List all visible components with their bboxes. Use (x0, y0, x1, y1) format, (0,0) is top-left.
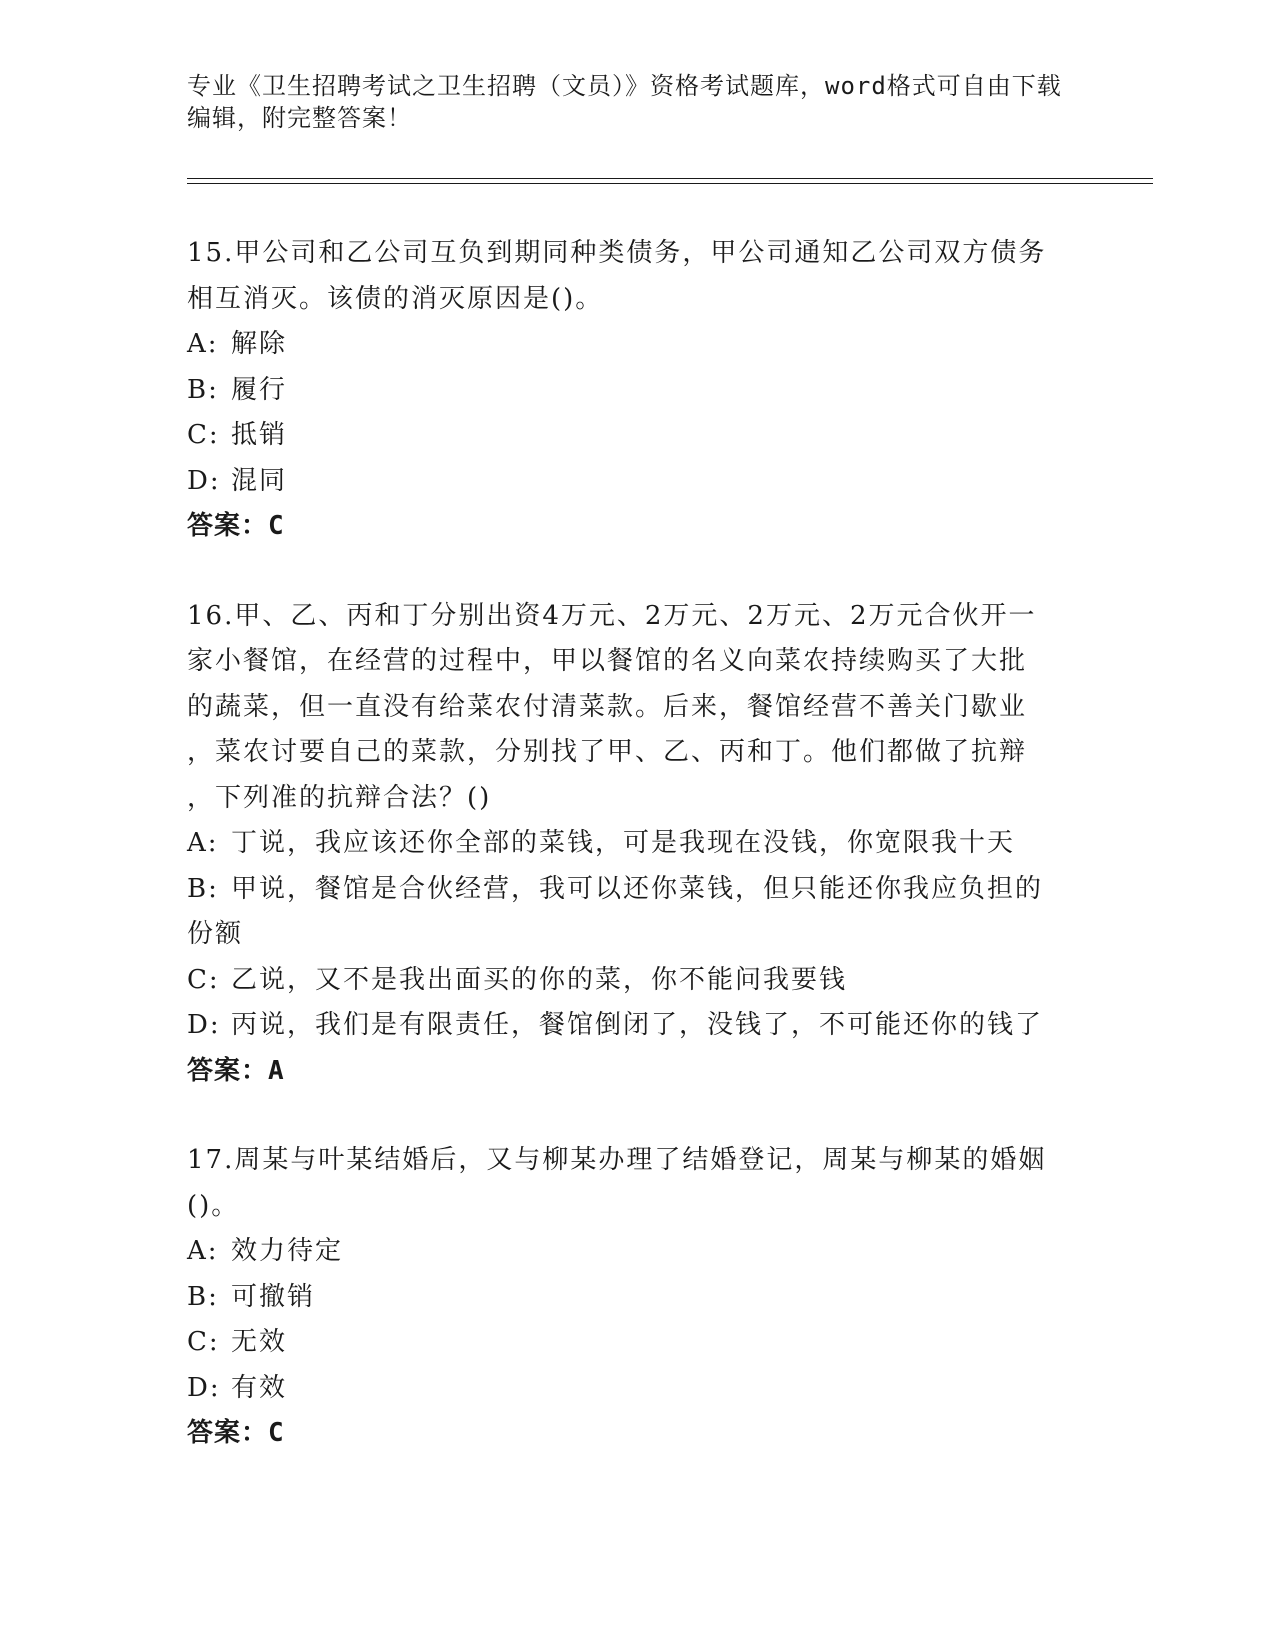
question-stem-line: 家小餐馆，在经营的过程中，甲以餐馆的名义向菜农持续购买了大批 (187, 646, 1028, 676)
question-stem-line: 相互消灭。该债的消灭原因是()。 (187, 283, 604, 314)
option-text: 有效 (231, 1372, 288, 1403)
document-header (187, 70, 1087, 134)
question-17 (187, 1138, 1107, 1457)
question-16 (187, 594, 1107, 1095)
question-stem-line: 17.周某与叶某结婚后，又与柳某办理了结婚登记，周某与柳某的婚姻 (187, 1145, 1047, 1175)
answer-label: 答案：A (187, 1055, 285, 1086)
answer-label: 答案：C (187, 511, 285, 541)
question-stem-line: ，下列准的抗辩合法？() (187, 782, 492, 813)
question-list (187, 231, 1107, 1501)
header-line-1: 专业《卫生招聘考试之卫生招聘（文员）》资格考试题库，word格式可自由下载 (187, 72, 1062, 100)
option-letter: A: (187, 1236, 219, 1266)
question-stem-line: 的蔬菜，但一直没有给菜农付清菜款。后来，餐馆经营不善关门歇业 (187, 691, 1028, 722)
header-divider-bottom (187, 183, 1153, 184)
option-text: 甲说，餐馆是合伙经营，我可以还你菜钱，但只能还你我应负担的 (231, 873, 1044, 904)
option-letter: D: (187, 465, 221, 496)
question-15 (187, 231, 1107, 550)
option-a (187, 1229, 1107, 1275)
option-c (187, 958, 1107, 1004)
option-letter: D: (187, 1372, 221, 1403)
option-letter: C: (187, 1327, 220, 1357)
option-d (187, 1366, 1107, 1412)
option-letter: B: (187, 1281, 219, 1312)
option-d (187, 459, 1107, 505)
option-text: 解除 (231, 329, 288, 359)
option-text: 混同 (231, 465, 288, 496)
question-stem-line: ()。 (187, 1190, 240, 1221)
option-c (187, 413, 1107, 459)
option-letter: A: (187, 329, 219, 359)
option-letter: D: (187, 1010, 221, 1040)
option-a (187, 322, 1107, 368)
option-a (187, 821, 1107, 867)
option-letter: C: (187, 964, 220, 995)
question-stem-line: 15.甲公司和乙公司互负到期同种类债务，甲公司通知乙公司双方债务 (187, 238, 1047, 268)
option-b (187, 1275, 1107, 1321)
header-divider-top (187, 178, 1153, 179)
question-stem-line: ，菜农讨要自己的菜款，分别找了甲、乙、丙和丁。他们都做了抗辩 (187, 737, 1028, 767)
option-letter: B: (187, 374, 219, 405)
option-text: 乙说，又不是我出面买的你的菜，你不能问我要钱 (231, 964, 848, 995)
option-letter: B: (187, 873, 219, 904)
option-text: 丁说，我应该还你全部的菜钱，可是我现在没钱，你宽限我十天 (231, 828, 1016, 858)
answer-label: 答案：C (187, 1418, 285, 1448)
option-text: 丙说，我们是有限责任，餐馆倒闭了，没钱了，不可能还你的钱了 (231, 1010, 1044, 1040)
question-stem-line: 16.甲、乙、丙和丁分别出资4万元、2万元、2万元、2万元合伙开一 (187, 600, 1037, 631)
option-b (187, 867, 1107, 913)
option-letter: C: (187, 420, 220, 450)
option-letter: A: (187, 828, 219, 858)
option-text: 可撤销 (231, 1281, 316, 1312)
header-line-2: 编辑，附完整答案！ (187, 104, 412, 132)
option-text: 效力待定 (231, 1236, 344, 1266)
option-b (187, 368, 1107, 414)
option-text: 履行 (231, 374, 288, 405)
option-text: 抵销 (231, 420, 288, 450)
option-b-continuation: 份额 (187, 919, 244, 949)
option-text: 无效 (231, 1327, 288, 1357)
option-c (187, 1320, 1107, 1366)
option-d (187, 1003, 1107, 1049)
